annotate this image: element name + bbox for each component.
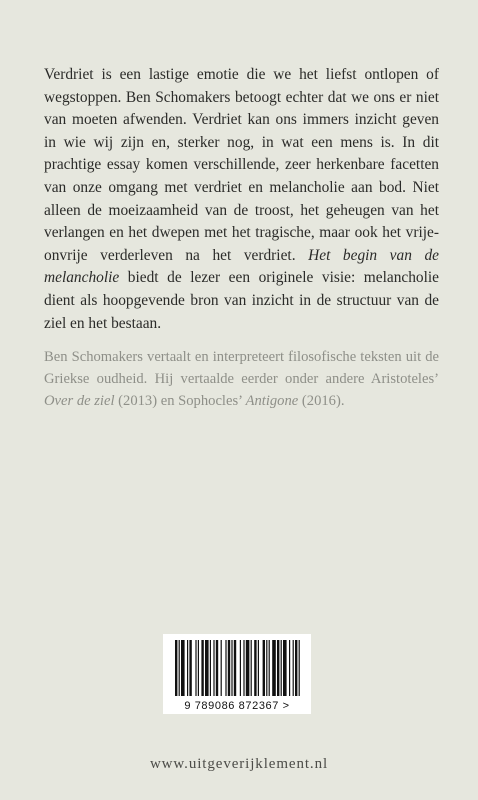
bio-part-2: (2013) en Sophocles’ bbox=[114, 393, 246, 409]
author-bio bbox=[44, 346, 439, 412]
barcode-bars bbox=[163, 634, 311, 700]
bio-work-1: Over de ziel bbox=[44, 393, 115, 409]
bio-part-3: (2016). bbox=[298, 393, 345, 409]
blurb-part-2: biedt de lezer een originele visie: melancholie dient als hoopgevende bron van inzicht in de structuur van de ziel en het bestaan. bbox=[44, 269, 439, 332]
blurb-part-1: Verdriet is een lastige emotie die we het liefst ontlopen of wegstoppen. Ben Schomakers betoogt echter dat we ons er niet van moeten afwenden. Verdriet kan ons immers inzicht geven in wie wij zijn en, sterker nog, in wat een mens is. In dit prachtige essay komen verschillende, zeer herkenbare facetten van onze omgang met verdriet en melancholie aan bod. Niet alleen de moeizaamheid van de troost, het geheugen van het verlangen en het dwepen met het tragische, maar ook het vrije-onvrije verderleven na het verdriet. bbox=[44, 66, 439, 264]
blurb-text bbox=[44, 64, 439, 335]
book-title-italic: Het begin van de melancholie bbox=[44, 246, 439, 287]
bio-part-1: Ben Schomakers vertaalt en interpreteert filosofische teksten uit de Griekse oudheid. Hij vertaalde eerder onder andere Aristoteles’ bbox=[44, 349, 439, 387]
publisher-website: www.uitgeverijklement.nl bbox=[149, 756, 329, 772]
barcode bbox=[163, 634, 311, 714]
isbn-number: 9 789086 872367 > bbox=[184, 700, 290, 712]
bio-work-2: Antigone bbox=[245, 393, 299, 409]
